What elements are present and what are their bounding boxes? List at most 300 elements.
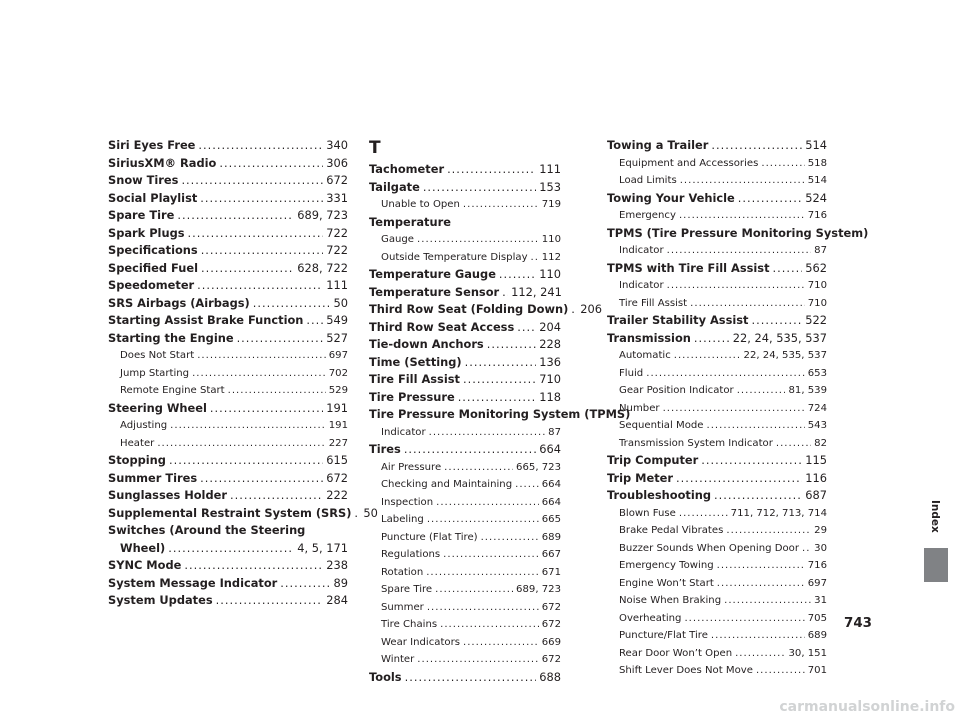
index-term: Tire Fill Assist bbox=[369, 372, 460, 386]
page-reference: 111 bbox=[326, 278, 348, 292]
dot-leader bbox=[237, 330, 324, 348]
index-term: Equipment and Accessories bbox=[619, 157, 759, 169]
page-reference: 665, 723 bbox=[516, 461, 561, 473]
page-reference: 306 bbox=[326, 155, 348, 170]
index-subentry bbox=[369, 529, 561, 547]
page-reference: 710 bbox=[807, 297, 827, 309]
page-reference: 115 bbox=[805, 453, 827, 467]
index-term: Temperature Gauge bbox=[369, 267, 496, 281]
index-term: Temperature bbox=[369, 214, 451, 229]
index-subentry bbox=[369, 476, 561, 494]
page-reference: 562 bbox=[805, 260, 827, 275]
dot-leader bbox=[680, 172, 805, 190]
dot-leader bbox=[417, 231, 539, 249]
index-entry bbox=[369, 441, 561, 459]
index-term: Number bbox=[619, 402, 660, 414]
index-entry bbox=[369, 319, 561, 337]
index-subentry bbox=[108, 347, 348, 365]
dot-leader bbox=[776, 435, 811, 453]
index-subentry bbox=[607, 557, 827, 575]
index-term: Summer bbox=[381, 601, 424, 613]
index-term: Remote Engine Start bbox=[120, 385, 225, 396]
dot-leader bbox=[170, 417, 326, 435]
index-subentry bbox=[607, 155, 827, 173]
dot-leader bbox=[463, 634, 539, 652]
index-entry bbox=[369, 669, 561, 687]
index-subentry bbox=[607, 540, 827, 558]
page-reference: 716 bbox=[807, 560, 827, 571]
dot-leader bbox=[502, 284, 508, 302]
dot-leader bbox=[738, 190, 802, 208]
dot-leader bbox=[444, 459, 513, 477]
dot-leader bbox=[230, 487, 323, 505]
index-entry bbox=[108, 242, 348, 260]
index-entry bbox=[369, 389, 561, 407]
page-reference: 664 bbox=[541, 479, 561, 490]
index-subentry bbox=[369, 249, 561, 267]
index-term: Tire Pressure Monitoring System (TPMS) bbox=[369, 407, 631, 421]
dot-leader bbox=[443, 546, 539, 564]
page-reference: 31 bbox=[814, 595, 827, 606]
index-term: Emergency bbox=[619, 210, 676, 221]
page-reference: 527 bbox=[326, 330, 348, 345]
dot-leader bbox=[463, 196, 539, 214]
index-term: Transmission bbox=[607, 330, 691, 345]
index-subentry bbox=[369, 424, 561, 442]
dot-leader bbox=[188, 225, 324, 243]
index-entry bbox=[369, 284, 561, 302]
dot-leader bbox=[404, 441, 536, 459]
index-subentry bbox=[369, 651, 561, 669]
page-reference: 118 bbox=[539, 389, 561, 404]
dot-leader bbox=[200, 470, 323, 488]
page-reference: 529 bbox=[328, 385, 348, 396]
dot-leader bbox=[306, 312, 323, 330]
index-term: Sunglasses Holder bbox=[108, 488, 227, 502]
index-subentry bbox=[369, 634, 561, 652]
index-term: Wheel) bbox=[120, 540, 166, 555]
dot-leader bbox=[429, 424, 546, 442]
page-reference: 669 bbox=[541, 636, 561, 648]
index-term: Siri Eyes Free bbox=[108, 138, 196, 152]
page-reference: 722 bbox=[326, 243, 348, 257]
index-entry bbox=[108, 487, 348, 505]
index-subentry bbox=[607, 382, 827, 400]
index-entry bbox=[108, 190, 348, 208]
page-reference: 29 bbox=[814, 525, 827, 536]
page-reference: 672 bbox=[541, 654, 561, 665]
index-term: Buzzer Sounds When Opening Door bbox=[619, 542, 799, 554]
page-reference: 82 bbox=[814, 437, 827, 449]
dot-leader bbox=[417, 651, 538, 669]
index-subentry bbox=[607, 347, 827, 365]
index-term: Snow Tires bbox=[108, 173, 179, 187]
index-entry bbox=[108, 575, 348, 593]
index-term: Does Not Start bbox=[120, 350, 195, 361]
index-entry bbox=[607, 137, 827, 155]
dot-leader bbox=[674, 347, 741, 365]
index-subentry bbox=[369, 231, 561, 249]
index-list bbox=[108, 137, 378, 610]
index-entry bbox=[607, 312, 827, 330]
index-term: Tire Chains bbox=[381, 619, 438, 630]
index-term: Shift Lever Does Not Move bbox=[619, 665, 753, 676]
page-reference: 204 bbox=[539, 319, 561, 334]
page-reference: 191 bbox=[326, 400, 348, 415]
index-subentry bbox=[607, 435, 827, 453]
index-term: Winter bbox=[381, 654, 415, 665]
page-reference: 667 bbox=[541, 549, 561, 560]
index-term: Trip Computer bbox=[607, 453, 699, 467]
dot-leader bbox=[726, 522, 811, 540]
dot-leader bbox=[192, 365, 326, 383]
index-term: Starting the Engine bbox=[108, 330, 234, 345]
index-term: SRS Airbags (Airbags) bbox=[108, 295, 250, 310]
page-reference: 653 bbox=[807, 367, 827, 379]
index-term: Noise When Braking bbox=[619, 595, 722, 606]
index-heading bbox=[607, 225, 869, 243]
dot-leader bbox=[465, 354, 537, 372]
index-term: Load Limits bbox=[619, 175, 677, 186]
index-term: Tools bbox=[369, 669, 402, 684]
index-term: Tie-down Anchors bbox=[369, 337, 484, 351]
index-term: Spare Tire bbox=[381, 584, 433, 595]
index-term: Fluid bbox=[619, 367, 644, 379]
index-subentry bbox=[607, 610, 827, 628]
page-reference: 136 bbox=[539, 354, 561, 369]
index-term: Spark Plugs bbox=[108, 225, 185, 240]
index-term: Troubleshooting bbox=[607, 488, 712, 502]
dot-leader bbox=[711, 627, 805, 645]
dot-leader bbox=[756, 662, 805, 680]
page-reference: 111 bbox=[539, 162, 561, 176]
page-reference: 153 bbox=[539, 179, 561, 194]
dot-leader bbox=[440, 616, 539, 634]
index-heading bbox=[369, 406, 631, 424]
index-subentry bbox=[108, 435, 348, 453]
page-reference: 672 bbox=[541, 619, 561, 630]
dot-leader bbox=[667, 242, 812, 260]
index-subentry bbox=[369, 599, 561, 617]
dot-leader bbox=[177, 207, 294, 225]
index-subentry bbox=[108, 417, 348, 435]
page-reference: 701 bbox=[807, 665, 827, 676]
index-term: Summer Tires bbox=[108, 470, 198, 485]
index-term: SiriusXM® Radio bbox=[108, 155, 217, 170]
dot-leader bbox=[184, 557, 323, 575]
index-entry bbox=[108, 137, 348, 155]
page-reference: 89 bbox=[333, 575, 348, 590]
index-term: Jump Starting bbox=[120, 367, 190, 379]
index-entry bbox=[108, 172, 348, 190]
page-reference: 110 bbox=[541, 234, 561, 245]
index-term: Third Row Seat Access bbox=[369, 319, 515, 334]
dot-leader bbox=[714, 487, 802, 505]
index-subentry bbox=[607, 277, 827, 295]
page-reference: 710 bbox=[807, 280, 827, 291]
dot-leader bbox=[701, 452, 802, 470]
dot-leader bbox=[280, 575, 330, 593]
index-entry bbox=[108, 505, 378, 523]
dot-leader bbox=[427, 599, 539, 617]
dot-leader bbox=[707, 417, 805, 435]
index-entry bbox=[108, 540, 348, 558]
index-term: Automatic bbox=[619, 350, 671, 361]
index-term: Stopping bbox=[108, 453, 166, 467]
index-column-1 bbox=[108, 137, 378, 610]
dot-leader bbox=[447, 161, 536, 179]
index-subentry bbox=[607, 172, 827, 190]
page-reference: 722 bbox=[326, 225, 348, 240]
page-reference: 716 bbox=[807, 210, 827, 221]
dot-leader bbox=[667, 277, 805, 295]
dot-leader bbox=[253, 295, 331, 313]
index-entry bbox=[108, 312, 348, 330]
index-entry bbox=[108, 470, 348, 488]
dot-leader bbox=[197, 277, 323, 295]
page-reference: 50 bbox=[363, 505, 378, 520]
index-term: Air Pressure bbox=[381, 461, 442, 473]
dot-leader bbox=[515, 476, 539, 494]
index-term: Switches (Around the Steering bbox=[108, 523, 306, 537]
dot-leader bbox=[717, 575, 805, 593]
index-entry bbox=[607, 470, 827, 488]
index-term: Indicator bbox=[381, 426, 426, 438]
dot-leader bbox=[354, 505, 360, 523]
index-entry bbox=[108, 592, 348, 610]
index-entry bbox=[108, 330, 348, 348]
dot-leader bbox=[531, 249, 539, 267]
page-reference: 549 bbox=[326, 313, 348, 327]
dot-leader bbox=[517, 319, 536, 337]
dot-leader bbox=[724, 592, 811, 610]
index-term: Trailer Stability Assist bbox=[607, 313, 749, 327]
page-reference: 331 bbox=[326, 190, 348, 205]
index-term: Brake Pedal Vibrates bbox=[619, 525, 724, 536]
page-reference: 50 bbox=[333, 295, 348, 310]
index-entry bbox=[607, 190, 827, 208]
index-term: Regulations bbox=[381, 549, 441, 560]
index-subentry bbox=[369, 459, 561, 477]
page-reference: 702 bbox=[328, 367, 348, 379]
dot-leader bbox=[802, 540, 811, 558]
page-reference: 689 bbox=[541, 531, 561, 543]
index-entry bbox=[108, 400, 348, 418]
dot-leader bbox=[201, 242, 324, 260]
page-reference: 688 bbox=[539, 669, 561, 684]
page-reference: 710 bbox=[539, 372, 561, 386]
index-entry bbox=[369, 179, 561, 197]
index-term: Specifications bbox=[108, 243, 198, 257]
index-subentry bbox=[369, 546, 561, 564]
dot-leader bbox=[219, 155, 323, 173]
dot-leader bbox=[157, 435, 325, 453]
index-subentry bbox=[607, 522, 827, 540]
page-reference: 665 bbox=[541, 514, 561, 525]
index-term: Tires bbox=[369, 442, 401, 456]
index-term: TPMS (Tire Pressure Monitoring System) bbox=[607, 225, 869, 240]
page-reference: 22, 24, 535, 537 bbox=[732, 330, 827, 345]
page-reference: 518 bbox=[807, 157, 827, 169]
index-term: Checking and Maintaining bbox=[381, 479, 513, 490]
index-subentry bbox=[369, 564, 561, 582]
page-reference: 672 bbox=[326, 173, 348, 187]
index-subentry bbox=[607, 505, 827, 523]
dot-leader bbox=[427, 511, 539, 529]
index-term: Inspection bbox=[381, 496, 434, 508]
index-entry bbox=[108, 557, 348, 575]
index-entry bbox=[369, 301, 603, 319]
page-reference: 116 bbox=[805, 470, 827, 485]
index-term: System Updates bbox=[108, 593, 213, 607]
dot-leader bbox=[676, 470, 802, 488]
index-term: Gauge bbox=[381, 234, 415, 245]
dot-leader bbox=[751, 312, 802, 330]
dot-leader bbox=[197, 347, 326, 365]
index-subentry bbox=[369, 511, 561, 529]
page-reference: 697 bbox=[807, 577, 827, 589]
dot-leader bbox=[735, 645, 785, 663]
index-term: Social Playlist bbox=[108, 190, 198, 205]
index-entry bbox=[108, 452, 348, 470]
page-reference: 284 bbox=[326, 593, 348, 607]
index-subentry bbox=[607, 400, 827, 418]
index-subentry bbox=[607, 662, 827, 680]
index-term: Tachometer bbox=[369, 162, 445, 176]
index-subentry bbox=[607, 242, 827, 260]
index-term: Indicator bbox=[619, 280, 664, 291]
page-number: 743 bbox=[844, 616, 872, 631]
dot-leader bbox=[717, 557, 805, 575]
index-term: Steering Wheel bbox=[108, 400, 207, 415]
dot-leader bbox=[201, 260, 294, 278]
index-subentry bbox=[607, 417, 827, 435]
dot-leader bbox=[198, 137, 323, 155]
page-reference: 227 bbox=[328, 437, 348, 449]
dot-leader bbox=[436, 494, 539, 512]
page-reference: 222 bbox=[326, 488, 348, 502]
index-subentry bbox=[607, 592, 827, 610]
page-reference: 724 bbox=[807, 402, 827, 414]
index-term: Engine Won’t Start bbox=[619, 577, 714, 589]
page-reference: 671 bbox=[541, 566, 561, 578]
index-column-2 bbox=[369, 137, 631, 686]
page-reference: 81, 539 bbox=[788, 385, 827, 396]
index-heading bbox=[108, 522, 348, 540]
page-reference: 191 bbox=[328, 420, 348, 431]
dot-leader bbox=[761, 155, 804, 173]
index-term: Puncture/Flat Tire bbox=[619, 630, 708, 641]
index-term: Indicator bbox=[619, 245, 664, 256]
index-term: Sequential Mode bbox=[619, 420, 704, 431]
dot-leader bbox=[773, 260, 803, 278]
page-reference: 30, 151 bbox=[788, 647, 827, 659]
page-reference: 719 bbox=[541, 199, 561, 210]
index-subentry bbox=[607, 627, 827, 645]
index-entry bbox=[369, 371, 561, 389]
index-subentry bbox=[369, 494, 561, 512]
index-subentry bbox=[607, 295, 827, 313]
index-list bbox=[369, 161, 631, 686]
index-entry bbox=[607, 330, 827, 348]
index-entry bbox=[369, 336, 561, 354]
dot-leader bbox=[423, 179, 536, 197]
page-reference: 672 bbox=[326, 470, 348, 485]
index-entry bbox=[607, 452, 827, 470]
index-term: Tire Fill Assist bbox=[619, 297, 688, 309]
index-term: Adjusting bbox=[120, 420, 168, 431]
page-reference: 228 bbox=[539, 337, 561, 351]
index-term: Heater bbox=[120, 437, 155, 449]
dot-leader bbox=[694, 330, 730, 348]
dot-leader bbox=[169, 452, 323, 470]
index-term: Third Row Seat (Folding Down) bbox=[369, 302, 569, 316]
index-term: Towing a Trailer bbox=[607, 138, 709, 152]
index-term: Rear Door Won’t Open bbox=[619, 647, 733, 659]
dot-leader bbox=[690, 295, 805, 313]
dot-leader bbox=[481, 529, 539, 547]
index-term: Supplemental Restraint System (SRS) bbox=[108, 505, 352, 520]
index-entry bbox=[369, 161, 561, 179]
page-reference: 711, 712, 713, 714 bbox=[730, 507, 827, 519]
dot-leader bbox=[679, 207, 805, 225]
index-term: Tailgate bbox=[369, 179, 420, 194]
index-term: Overheating bbox=[619, 612, 682, 624]
dot-leader bbox=[168, 540, 294, 558]
page-reference: 615 bbox=[326, 453, 348, 467]
index-term: Specified Fuel bbox=[108, 260, 198, 275]
index-tab-marker bbox=[924, 548, 948, 582]
page-reference: 705 bbox=[807, 612, 827, 624]
page-reference: 672 bbox=[541, 601, 561, 613]
index-entry bbox=[108, 260, 348, 278]
page-reference: 522 bbox=[805, 313, 827, 327]
index-subentry bbox=[108, 365, 348, 383]
page-reference: 664 bbox=[541, 496, 561, 508]
page-reference: 628, 722 bbox=[297, 260, 348, 275]
dot-leader bbox=[663, 400, 805, 418]
page-reference: 689, 723 bbox=[297, 208, 348, 222]
section-letter: T bbox=[369, 138, 381, 158]
index-term: System Message Indicator bbox=[108, 575, 278, 590]
dot-leader bbox=[679, 505, 728, 523]
dot-leader bbox=[684, 610, 804, 628]
dot-leader bbox=[405, 669, 537, 687]
dot-leader bbox=[216, 592, 324, 610]
dot-leader bbox=[711, 137, 802, 155]
index-term: Time (Setting) bbox=[369, 354, 462, 369]
index-term: Unable to Open bbox=[381, 199, 460, 210]
index-entry bbox=[369, 354, 561, 372]
page-reference: 689 bbox=[807, 630, 827, 641]
dot-leader bbox=[181, 172, 323, 190]
index-term: Labeling bbox=[381, 514, 424, 525]
index-term: Outside Temperature Display bbox=[381, 251, 528, 263]
page-reference: 110 bbox=[539, 267, 561, 281]
page-reference: 4, 5, 171 bbox=[297, 540, 348, 555]
page-reference: 87 bbox=[548, 426, 561, 438]
page-reference: 514 bbox=[807, 175, 827, 186]
dot-leader bbox=[435, 581, 513, 599]
index-entry bbox=[108, 225, 348, 243]
dot-leader bbox=[487, 336, 537, 354]
index-entry bbox=[108, 295, 348, 313]
dot-leader bbox=[210, 400, 323, 418]
index-entry bbox=[369, 266, 561, 284]
page-reference: 687 bbox=[805, 488, 827, 502]
index-subentry bbox=[108, 382, 348, 400]
index-subentry bbox=[369, 581, 561, 599]
